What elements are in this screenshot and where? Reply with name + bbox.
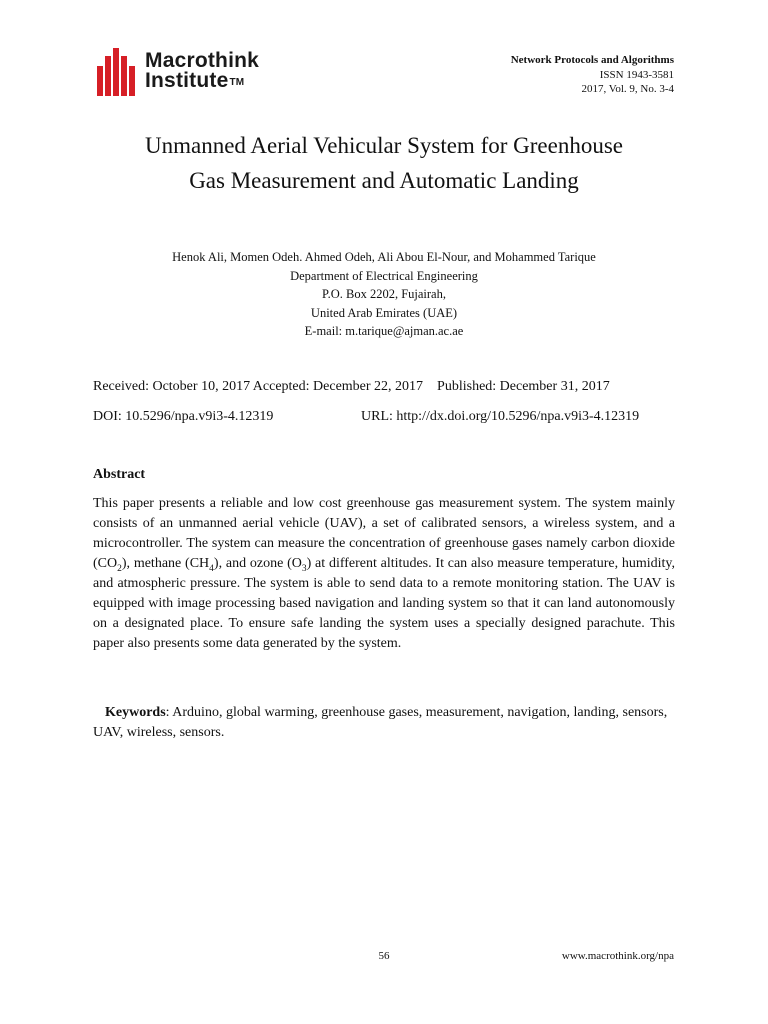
keywords-list: : Arduino, global warming, greenhouse gases, measurement, navigation, landing, sensors, UAV, wireless, sensors. [93,705,668,740]
macrothink-m-icon [95,48,141,96]
keywords-label: Keywords [105,705,166,720]
logo-bar [129,66,135,96]
journal-issn: ISSN 1943-3581 [599,68,674,81]
doi-text: DOI: 10.5296/npa.v9i3-4.12319 [93,409,274,424]
doi-url-link[interactable]: URL: http://dx.doi.org/10.5296/npa.v9i3-4.12319 [361,409,640,424]
logo-bar [105,56,111,96]
logo-bar [121,56,127,96]
author-department: Department of Electrical Engineering [290,268,478,283]
publication-dates: Received: October 10, 2017 Accepted: December 22, 2017 Published: December 31, 2017 [93,379,610,394]
logo-text-institute: Institute™ [145,69,245,92]
keywords-paragraph [93,703,675,743]
journal-volume: 2017, Vol. 9, No. 3-4 [581,83,674,95]
publisher-logo [95,48,295,98]
page-number: 56 [378,950,390,962]
journal-info [511,53,674,97]
abstract-heading: Abstract [93,467,146,482]
journal-name: Network Protocols and Algorithms [510,54,674,66]
author-names: Henok Ali, Momen Odeh. Ahmed Odeh, Ali Abou El-Nour, and Mohammed Tarique [172,250,596,264]
logo-text-macrothink: Macrothink [145,49,260,72]
author-block [0,248,768,341]
logo-bar [97,66,103,96]
trademark-symbol: TM [229,77,245,88]
title-line-2: Gas Measurement and Automatic Landing [189,168,579,193]
author-po-box: P.O. Box 2202, Fujairah, [322,287,446,301]
title-line-1: Unmanned Aerial Vehicular System for Greenhouse [145,133,623,158]
abstract-body: This paper presents a reliable and low cost greenhouse gas measurement system. The system mainly consists of an unmanned aerial vehicle (UAV), a set of calibrated sensors, a wireless system, and a microcontroller. The system can measure the concentration of greenhouse gases namely carbon dioxide $(CO_2)$, methane $(CH_4)$, and ozone $(O_3)$ at different altitudes. It can also measure temperature, humidity, and atmospheric pressure. The system is able to send data to a remote monitoring station. The UAV is equipped with image processing based navigation and landing system so that it can land autonomously on a designated place. To ensure safe landing the system uses a specially designed parachute. This paper also presents some data generated by the system. [93,496,676,651]
logo-bar [113,48,119,96]
author-email[interactable]: E-mail: m.tarique@ajman.ac.ae [304,324,464,338]
paper-title [0,128,768,198]
author-country: United Arab Emirates (UAE) [310,305,458,320]
footer-website-link[interactable]: www.macrothink.org/npa [561,950,674,962]
